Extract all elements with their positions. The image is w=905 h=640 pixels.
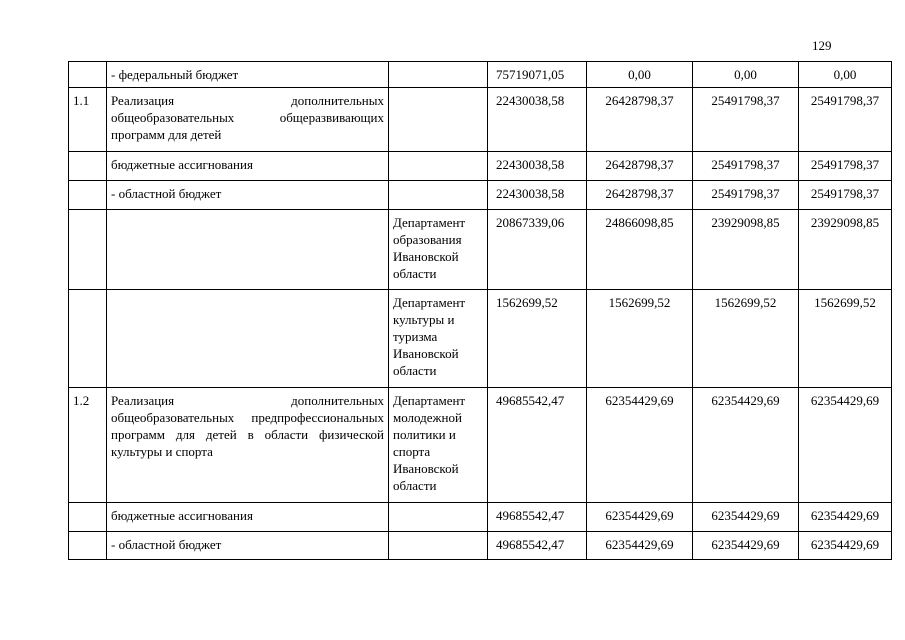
value-cell: 49685542,47 <box>488 503 587 532</box>
row-department: Департамент культуры и туризма Ивановской области <box>389 290 488 388</box>
value-cell: 62354429,69 <box>693 388 799 503</box>
value-cell: 0,00 <box>799 62 892 88</box>
row-name: - областной бюджет <box>107 532 389 560</box>
value-cell: 49685542,47 <box>488 388 587 503</box>
value-cell: 62354429,69 <box>799 532 892 560</box>
page-number: 129 <box>812 38 832 53</box>
row-department <box>389 181 488 210</box>
row-number <box>69 503 107 532</box>
table-row <box>69 152 892 181</box>
value-cell: 75719071,05 <box>488 62 587 88</box>
row-department <box>389 62 488 88</box>
row-name <box>107 290 389 388</box>
value-cell: 25491798,37 <box>693 88 799 152</box>
row-number <box>69 290 107 388</box>
row-name: - федеральный бюджет <box>107 62 389 88</box>
row-name: Реализация дополнительных общеобразовательных предпрофессиональных программ для детей в области физической культуры и спорта <box>107 388 389 503</box>
value-cell: 26428798,37 <box>587 88 693 152</box>
value-cell: 49685542,47 <box>488 532 587 560</box>
value-cell: 25491798,37 <box>799 88 892 152</box>
row-number <box>69 152 107 181</box>
value-cell: 62354429,69 <box>799 503 892 532</box>
value-cell: 26428798,37 <box>587 152 693 181</box>
row-department: Департамент образования Ивановской области <box>389 210 488 290</box>
value-cell: 1562699,52 <box>693 290 799 388</box>
value-cell: 24866098,85 <box>587 210 693 290</box>
value-cell: 22430038,58 <box>488 152 587 181</box>
table-row <box>69 181 892 210</box>
row-name: Реализация дополнительных общеобразовательных общеразвивающих программ для детей <box>107 88 389 152</box>
value-cell: 1562699,52 <box>587 290 693 388</box>
value-cell: 62354429,69 <box>693 503 799 532</box>
row-department <box>389 503 488 532</box>
table-row <box>69 88 892 152</box>
value-cell: 20867339,06 <box>488 210 587 290</box>
table-row <box>69 62 892 88</box>
row-number <box>69 181 107 210</box>
budget-table <box>68 61 892 560</box>
value-cell: 25491798,37 <box>693 181 799 210</box>
value-cell: 26428798,37 <box>587 181 693 210</box>
row-department <box>389 532 488 560</box>
table-row <box>69 388 892 503</box>
row-number <box>69 62 107 88</box>
row-number <box>69 532 107 560</box>
table-row <box>69 503 892 532</box>
value-cell: 62354429,69 <box>799 388 892 503</box>
row-number: 1.1 <box>69 88 107 152</box>
value-cell: 25491798,37 <box>693 152 799 181</box>
row-department <box>389 88 488 152</box>
row-number: 1.2 <box>69 388 107 503</box>
value-cell: 62354429,69 <box>693 532 799 560</box>
row-name: - областной бюджет <box>107 181 389 210</box>
row-department <box>389 152 488 181</box>
value-cell: 22430038,58 <box>488 88 587 152</box>
value-cell: 62354429,69 <box>587 532 693 560</box>
value-cell: 1562699,52 <box>488 290 587 388</box>
value-cell: 25491798,37 <box>799 181 892 210</box>
row-number <box>69 210 107 290</box>
value-cell: 23929098,85 <box>693 210 799 290</box>
row-name <box>107 210 389 290</box>
value-cell: 22430038,58 <box>488 181 587 210</box>
value-cell: 0,00 <box>693 62 799 88</box>
row-name: бюджетные ассигнования <box>107 503 389 532</box>
value-cell: 62354429,69 <box>587 388 693 503</box>
table-row <box>69 532 892 560</box>
value-cell: 0,00 <box>587 62 693 88</box>
value-cell: 1562699,52 <box>799 290 892 388</box>
value-cell: 25491798,37 <box>799 152 892 181</box>
row-name: бюджетные ассигнования <box>107 152 389 181</box>
table-row <box>69 290 892 388</box>
value-cell: 62354429,69 <box>587 503 693 532</box>
table-row <box>69 210 892 290</box>
value-cell: 23929098,85 <box>799 210 892 290</box>
row-department: Департамент молодежной политики и спорта Ивановской области <box>389 388 488 503</box>
